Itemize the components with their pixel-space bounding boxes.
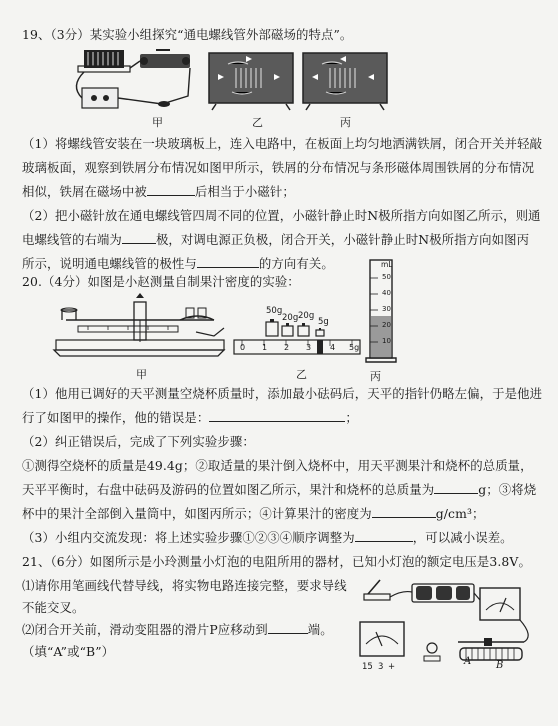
q20-s2-pre: 天平平衡时，右盘中砝码及游码的位置如图乙所示，果汁和烧杯的总质量为 bbox=[22, 482, 435, 497]
q20-label-jia: 甲 bbox=[136, 368, 147, 381]
q20-title: 20.（4分）如图是小赵测量自制果汁密度的实验： bbox=[22, 274, 300, 289]
q21-voltmeter-3: 3 bbox=[378, 662, 384, 672]
q21-p3: （填“A”或“B”） bbox=[22, 644, 115, 659]
q19-p1-line2: 玻璃板面，观察到铁屑分布情况如图甲所示，铁屑的分布情况与条形磁体周围铁屑的分布情况 bbox=[22, 160, 535, 175]
q20-step-line3 bbox=[22, 504, 485, 522]
q20-weights-drawing bbox=[264, 318, 334, 340]
q19-answer-blank-2[interactable] bbox=[122, 233, 156, 244]
q20-weight-20g-b: 20g bbox=[298, 311, 315, 321]
q20-answer-blank-3[interactable] bbox=[372, 507, 436, 518]
q21-rheostat-a: A bbox=[464, 656, 472, 667]
q20-figure-balance bbox=[48, 292, 236, 360]
q21-rheostat-b: B bbox=[496, 660, 504, 671]
q19-figure-jia bbox=[70, 46, 210, 114]
q20-p3-post: ，可以减小误差。 bbox=[412, 530, 513, 545]
q20-label-bing: 丙 bbox=[370, 370, 381, 383]
q19-p2-line1: （2）把小磁针放在通电螺线管四周不同的位置，小磁针静止时N极所指方向如图乙所示，则通 bbox=[22, 208, 541, 223]
q20-step-line1: ①测得空烧杯的质量是49.4g；②取适量的果汁倒入烧杯中，用天平测果汁和烧杯的总质量， bbox=[22, 458, 533, 473]
q20-s3-pre: 杯中的果汁全部倒入量筒中，如图丙所示；④计算果汁的密度为 bbox=[22, 506, 372, 521]
q19-title: 19、（3分）某实验小组探究“通电螺线管外部磁场的特点”。 bbox=[22, 27, 353, 42]
q19-p1-post: 后相当于小磁针； bbox=[194, 184, 295, 199]
q19-p2c-pre: 所示，说明通电螺线管的极性与 bbox=[22, 256, 197, 271]
q20-weight-50g: 50g bbox=[266, 306, 283, 316]
q20-cyl-tick-10: 10 bbox=[382, 337, 391, 345]
q19-answer-blank-3[interactable] bbox=[197, 257, 259, 268]
q20-scale-tick-4: 4 bbox=[330, 343, 336, 352]
q20-scale-tick-3: 3 bbox=[306, 343, 312, 352]
q21-p1-line2: 不能交叉。 bbox=[22, 600, 85, 615]
q20-weight-5g: 5g bbox=[318, 317, 329, 327]
q19-p2-line2 bbox=[22, 230, 529, 248]
q20-p2: （2）纠正错误后，完成了下列实验步骤： bbox=[22, 434, 255, 449]
q20-scale-tick-5: 5g bbox=[349, 343, 360, 352]
q20-cyl-tick-40: 40 bbox=[382, 289, 391, 297]
q19-label-yi: 乙 bbox=[252, 116, 263, 129]
q20-s3-post: g/cm³； bbox=[435, 506, 485, 521]
q20-p1-line1: （1）他用已调好的天平测量空烧杯质量时，添加最小砝码后，天平的指针仍略左偏，于是他进 bbox=[22, 386, 543, 401]
q20-answer-blank-4[interactable] bbox=[355, 531, 413, 542]
q19-figure-yi bbox=[208, 52, 296, 110]
q20-p1-post: ； bbox=[345, 410, 358, 425]
q21-circuit-figure bbox=[356, 570, 546, 678]
q21-p2-post: 端。 bbox=[307, 622, 333, 637]
q20-answer-blank-2[interactable] bbox=[434, 483, 478, 494]
q20-scale-tick-1: 1 bbox=[262, 343, 268, 352]
q19-label-jia: 甲 bbox=[152, 116, 163, 129]
q20-p1-line2 bbox=[22, 408, 358, 426]
q19-p1-line3 bbox=[22, 182, 295, 200]
q20-label-yi: 乙 bbox=[296, 368, 307, 381]
q19-p1-pre: 相似，铁屑在磁场中被 bbox=[22, 184, 147, 199]
q20-cylinder-unit: mL bbox=[381, 260, 393, 269]
q20-p1-pre: 行了如图甲的操作，他的错误是： bbox=[22, 410, 210, 425]
q21-p1-line1: ⑴请你用笔画线代替导线，将实物电路连接完整，要求导线 bbox=[22, 578, 347, 593]
q20-cyl-tick-20: 20 bbox=[382, 321, 391, 329]
q19-p2-post: 极，对调电源正负极，闭合开关，小磁针静止时N极所指方向如图丙 bbox=[155, 232, 530, 247]
q20-rider-scale bbox=[234, 340, 364, 356]
q19-p2-pre: 电螺线管的右端为 bbox=[22, 232, 122, 247]
q19-p1-line1: （1）将螺线管安装在一块玻璃板上，连入电路中，在板面上均匀地洒满铁屑，闭合开关并轻敲 bbox=[22, 136, 543, 151]
q20-cyl-tick-30: 30 bbox=[382, 305, 391, 313]
q19-label-bing: 丙 bbox=[340, 116, 351, 129]
q21-voltmeter-plus: + bbox=[388, 662, 396, 672]
q20-scale-tick-2: 2 bbox=[284, 343, 290, 352]
q19-answer-blank-1[interactable] bbox=[147, 185, 195, 196]
q19-p2c-post: 的方向有关。 bbox=[258, 256, 334, 271]
q20-p3-pre: （3）小组内交流发现：将上述实验步骤①②③④顺序调整为 bbox=[22, 530, 355, 545]
q21-p2-pre: ⑵闭合开关前，滑动变阻器的滑片P应移动到 bbox=[22, 622, 268, 637]
q20-scale-tick-0: 0 bbox=[240, 343, 246, 352]
q20-p3 bbox=[22, 528, 513, 546]
q21-title: 21、（6分）如图所示是小玲测量小灯泡的电阻所用的器材，已知小灯泡的额定电压是3.8V。 bbox=[22, 554, 531, 569]
q20-s2-post: g；③将烧 bbox=[478, 482, 537, 497]
q19-p2-line3 bbox=[22, 254, 334, 272]
q21-voltmeter-15: 15 bbox=[362, 662, 373, 672]
q20-answer-blank-1[interactable] bbox=[209, 411, 345, 422]
q19-figure-bing bbox=[302, 52, 390, 110]
q20-weight-20g-a: 20g bbox=[282, 313, 299, 323]
q20-cyl-tick-50: 50 bbox=[382, 273, 391, 281]
q21-answer-blank-1[interactable] bbox=[268, 623, 308, 634]
q20-step-line2 bbox=[22, 480, 536, 498]
q21-p2 bbox=[22, 620, 333, 638]
